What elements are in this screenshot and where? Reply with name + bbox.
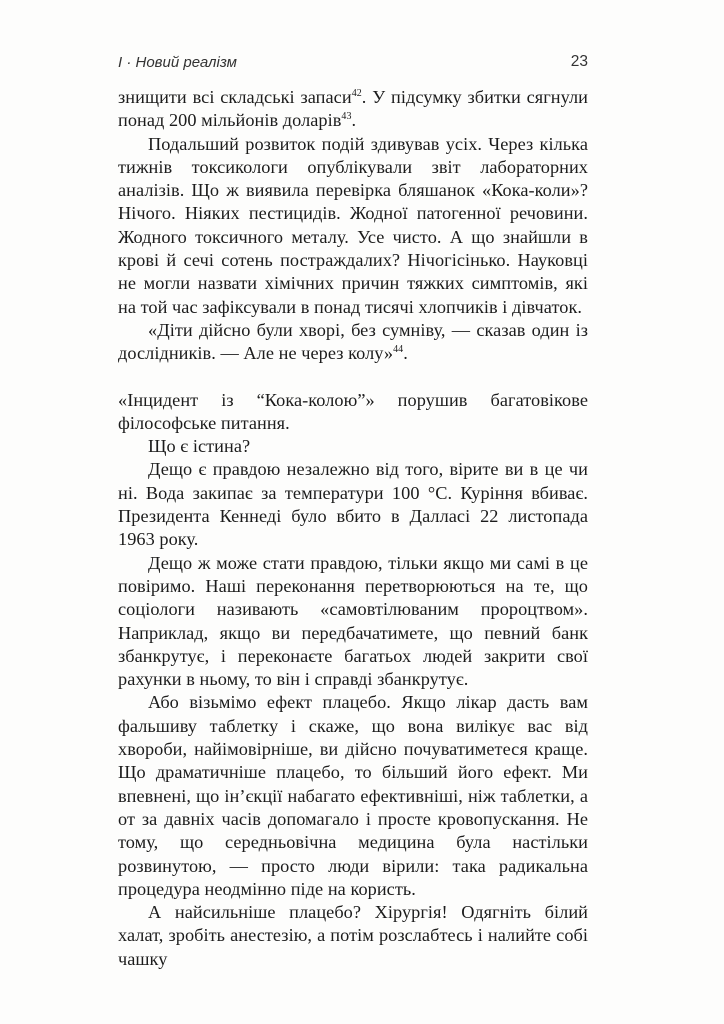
paragraph bbox=[118, 458, 588, 551]
paragraph-text: Дещо є правдою незалежно від того, вірите ви в це чи ні. Вода закипає за температури 100 °C. Куріння вбиває. Президента Кеннеді було вбито в Далласі 22 листопада 1963 року. bbox=[118, 459, 588, 550]
paragraph bbox=[118, 901, 588, 971]
paragraph bbox=[118, 319, 588, 366]
running-title: I · Новий реалізм bbox=[118, 53, 237, 71]
footnote-ref: 42 bbox=[351, 87, 362, 99]
paragraph-text: . У підсумку збитки сягнули понад 200 мільйонів доларів bbox=[118, 87, 589, 131]
paragraph-text: . bbox=[351, 110, 357, 131]
paragraph bbox=[118, 552, 588, 692]
running-header bbox=[118, 50, 588, 74]
paragraph-text: Або візьмімо ефект плацебо. Якщо лікар дасть вам фальшиву таблетку і скаже, що вона вилікує вас від хвороби, найімовірніше, ви дійсно почуватиметеся краще. Що драматичніше плацебо, то більший його ефект. Ми впевнені, що ін’єкції набагато ефективніші, ніж таблетки, а от за давніх часів допомагало і просте кровопускання. Не тому, що середньовічна медицина була настільки розвинутою, — просто люди вірили: така радикальна процедура неодмінно піде на користь. bbox=[118, 692, 588, 899]
paragraph-text: «Діти дійсно були хворі, без сумніву, — сказав один із дослідників. — Але не через колу» bbox=[118, 319, 588, 364]
paragraph bbox=[118, 133, 588, 319]
page-number: 23 bbox=[570, 53, 588, 70]
paragraph-text: Що є істина? bbox=[148, 436, 251, 457]
paragraph-text: знищити всі складські запаси bbox=[118, 87, 352, 107]
footnote-ref: 43 bbox=[341, 111, 352, 123]
paragraph-text: Подальший розвиток подій здивував усіх. Через кілька тижнів токсикологи опублікували звіт лабораторних аналізів. Що ж виявила перевірка бляшанок «Кока-коли»? Нічого. Ніяких пестицидів. Жодної патогенної речовини. Жодного токсичного металу. Усе чисто. А що знайшли в крові й сечі сотень постраждалих? Нічогісінько. Науковці не могли назвати хімічних причин тяжких симптомів, які на той час зафіксували в понад тисячі хлопчиків і дівчаток. bbox=[118, 133, 588, 317]
paragraph-text: . bbox=[403, 343, 408, 364]
paragraph-text: «Інцидент із “Кока-колою”» порушив багатовікове філософське питання. bbox=[118, 389, 588, 433]
footnote-ref: 44 bbox=[393, 344, 404, 356]
page-body bbox=[118, 86, 588, 971]
paragraph bbox=[118, 691, 588, 901]
paragraph-text: Дещо ж може стати правдою, тільки якщо ми самі в це повіримо. Наші переконання перетворюються на те, що соціологи називають «самовтілюваним пророцтвом». Наприклад, якщо ви передбачатимете, що певний банк збанкрутує, і переконаєте багатьох людей закрити свої рахунки в ньому, то він і справді збанкрутує. bbox=[118, 552, 588, 690]
paragraph bbox=[118, 86, 588, 133]
paragraph-text: А найсильніше плацебо? Хірургія! Одягніть білий халат, зробіть анестезію, а потім розслабтесь і налийте собі чашку bbox=[118, 902, 588, 969]
paragraph bbox=[118, 435, 588, 458]
paragraph bbox=[118, 389, 588, 436]
